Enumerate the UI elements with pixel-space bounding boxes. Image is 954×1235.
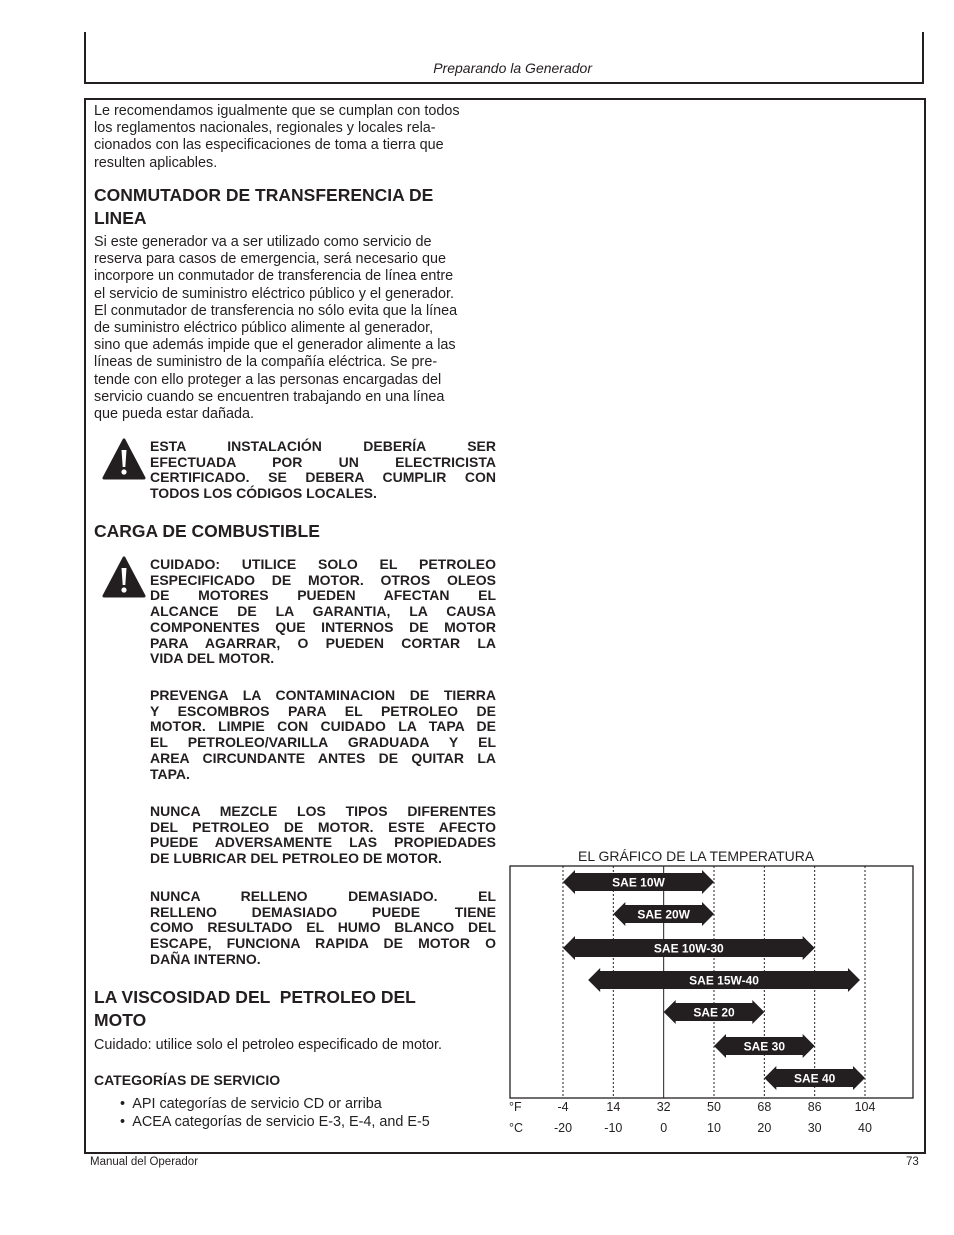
- intro-line: los reglamentos nacionales, regionales y locales rela-: [94, 120, 436, 137]
- intro-paragraph: [94, 103, 496, 172]
- transfer-switch-paragraph: [94, 234, 496, 423]
- warning-line: EFECTUADA POR UN ELECTRICISTA: [150, 453, 496, 470]
- list-item: [120, 1114, 430, 1130]
- section-heading-fuel: [94, 520, 320, 543]
- body-line: Cuidado: utilice solo el petroleo especificado de motor.: [94, 1037, 442, 1053]
- warning-line: DE LUBRICAR DEL PETROLEO DE MOTOR.: [150, 850, 442, 867]
- tick-label-c: -20: [553, 1121, 573, 1135]
- warning-line: PUEDE ADVERSAMENTE LAS PROPIEDADES: [150, 834, 496, 851]
- body-line: incorpore un conmutador de transferencia de línea entre: [94, 268, 454, 285]
- warning-line: ESPECIFICADO DE MOTOR. OTROS OLEOS: [150, 571, 496, 588]
- warning-line: ALCANCE DE LA GARANTIA, LA CAUSA: [150, 603, 496, 620]
- bar-label: SAE 10W-30: [653, 941, 724, 956]
- tick-label-c: 0: [660, 1121, 668, 1135]
- warning-line: CUIDADO: UTILICE SOLO EL PETROLEO: [150, 556, 496, 572]
- tick-label-c: 10: [707, 1121, 721, 1135]
- intro-line: resulten aplicables.: [94, 154, 218, 171]
- list-item-text: API categorías de servicio CD or arriba: [132, 1096, 382, 1112]
- tick-label-f: 32: [656, 1100, 671, 1114]
- body-line: reserva para casos de emergencia, será necesario que: [94, 251, 446, 268]
- body-line: El conmutador de transferencia no sólo evita que la línea: [94, 302, 458, 319]
- tick-label-c: 20: [757, 1121, 772, 1135]
- page-header: [84, 32, 924, 84]
- section-heading-oil-viscosity: [94, 986, 496, 1031]
- bullet-dot: •: [120, 1096, 133, 1112]
- heading-line: CONMUTADOR DE TRANSFERENCIA DE: [94, 185, 434, 205]
- warning-triangle-icon: [102, 438, 146, 480]
- warning-line: COMO RESULTADO EL HUMO BLANCO DEL: [150, 919, 496, 936]
- body-line: sino que además impide que el generador alimente a las: [94, 337, 456, 354]
- intro-line: Le recomendamos igualmente que se cumplan con todos: [94, 103, 460, 119]
- heading-line: CARGA DE COMBUSTIBLE: [94, 521, 320, 541]
- list-item: [120, 1096, 382, 1112]
- tick-label-f: -4: [557, 1100, 569, 1114]
- axis-unit-f: °F: [509, 1100, 522, 1114]
- intro-line: cionados con las especificaciones de toma a tierra que: [94, 137, 444, 154]
- bar-label: SAE 40: [793, 1071, 836, 1086]
- page-header-title: Preparando la Generador: [433, 60, 592, 76]
- subheading: CATEGORÍAS DE SERVICIO: [94, 1072, 281, 1088]
- body-line: tende con ello proteger a las personas encargadas del: [94, 371, 442, 388]
- warning-line: COMPONENTES QUE INTERNOS DE MOTOR: [150, 618, 496, 635]
- viscosity-note: [94, 1037, 442, 1054]
- warning-line: PARA AGARRAR, O PUEDEN CORTAR LA: [150, 634, 496, 651]
- warning-line: NUNCA RELLENO DEMASIADO. EL: [150, 888, 496, 904]
- body-line: servicio cuando se encuentren trabajando en una línea: [94, 388, 445, 405]
- heading-line: LINEA: [94, 207, 147, 228]
- warning-line: ESCAPE, FUNCIONA RAPIDA DE MOTOR O: [150, 935, 496, 952]
- tick-label-c: 30: [807, 1121, 822, 1135]
- warning-line: VIDA DEL MOTOR.: [150, 650, 275, 667]
- axis-unit-c: °C: [509, 1121, 524, 1135]
- bar-label: SAE 10W: [612, 875, 665, 890]
- warning-line: DAÑA INTERNO.: [150, 950, 261, 967]
- bar-label: SAE 30: [743, 1039, 786, 1054]
- bar-label: SAE 20: [693, 1005, 735, 1020]
- bar-label: SAE 15W-40: [689, 973, 759, 988]
- warning-line: DEL PETROLEO DE MOTOR. ESTE AFECTO: [150, 818, 496, 835]
- footer-manual-label: Manual del Operador: [90, 1156, 199, 1168]
- warning-line: TODOS LOS CÓDIGOS LOCALES.: [150, 485, 377, 502]
- footer-page-number: 73: [906, 1156, 919, 1168]
- warning-line: ESTA INSTALACIÓN DEBERÍA SER: [150, 438, 496, 454]
- tick-label-c: -10: [604, 1121, 623, 1135]
- tick-label-f: 86: [807, 1100, 822, 1114]
- chart-title: EL GRÁFICO DE LA TEMPERATURA: [578, 848, 815, 864]
- warning-line: DE MOTORES PUEDEN AFECTAN EL: [150, 587, 496, 604]
- warning-line: AREA CIRCUNDANTE ANTES DE QUITAR LA: [150, 749, 496, 766]
- warning-line: MOTOR. LIMPIE CON CUIDADO LA TAPA DE: [150, 718, 496, 735]
- heading-line: MOTO: [94, 1009, 147, 1030]
- tick-label-f: 50: [707, 1100, 721, 1114]
- body-line: líneas de suministro de la compañía eléctrica. Se pre-: [94, 354, 438, 371]
- warning-line: NUNCA MEZCLE LOS TIPOS DIFERENTES: [150, 803, 496, 819]
- tick-label-c: 40: [858, 1121, 872, 1135]
- list-item-text: ACEA categorías de servicio E-3, E-4, and E-5: [132, 1114, 430, 1130]
- body-line: Si este generador va a ser utilizado como servicio de: [94, 234, 432, 250]
- service-categories-heading: [94, 1072, 280, 1088]
- bullet-dot: •: [120, 1114, 133, 1130]
- warning-triangle-icon: [102, 556, 146, 598]
- warning-line: RELLENO DEMASIADO PUEDE TIENE: [150, 903, 496, 920]
- warning-line: Y ESCOMBROS PARA EL PETROLEO DE: [150, 702, 496, 719]
- body-line: que pueda estar dañada.: [94, 406, 255, 423]
- temperature-chart: [505, 862, 917, 1140]
- body-line: el servicio de suministro eléctrico público y el generador.: [94, 285, 454, 302]
- heading-line: LA VISCOSIDAD DEL PETROLEO DEL: [94, 987, 416, 1007]
- warning-line: TAPA.: [150, 765, 190, 782]
- warning-line: PREVENGA LA CONTAMINACION DE TIERRA: [150, 687, 496, 703]
- section-heading-transfer-switch: [94, 184, 496, 229]
- tick-label-f: 68: [757, 1100, 772, 1114]
- warning-line: EL PETROLEO/VARILLA GRADUADA Y EL: [150, 734, 496, 751]
- body-line: de suministro eléctrico público alimente al generador,: [94, 320, 434, 337]
- warning-line: CERTIFICADO. SE DEBERA CUMPLIR CON: [150, 469, 496, 486]
- tick-label-f: 104: [854, 1100, 876, 1114]
- bar-label: SAE 20W: [637, 907, 691, 922]
- tick-label-f: 14: [606, 1100, 621, 1114]
